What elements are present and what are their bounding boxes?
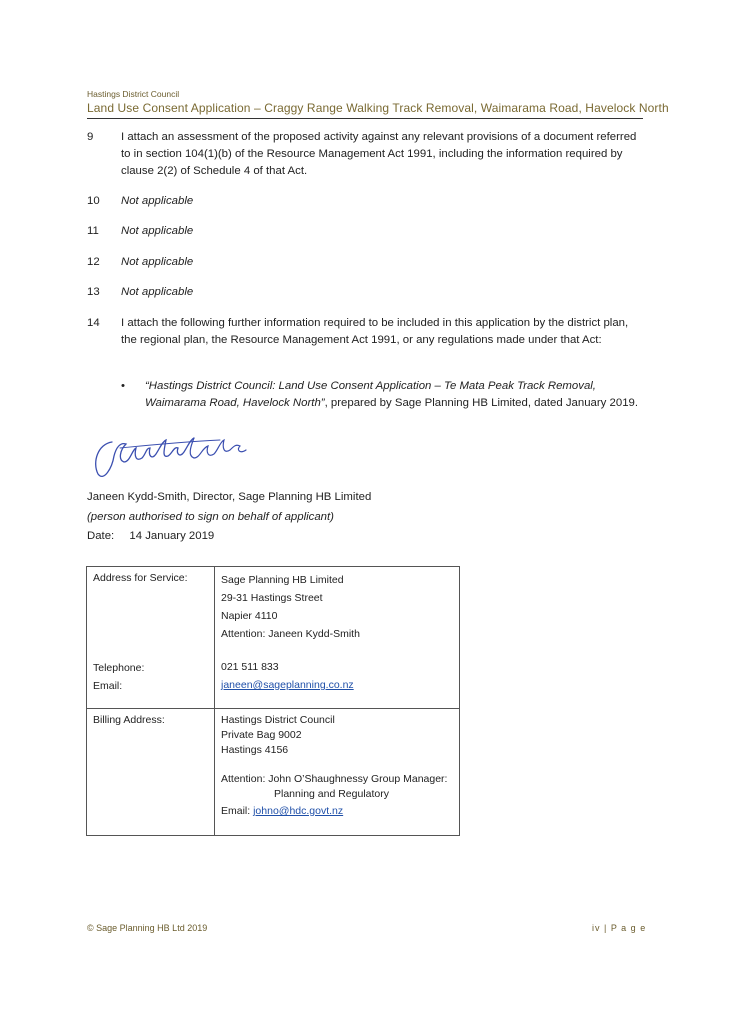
footer-copyright: © Sage Planning HB Ltd 2019 (87, 923, 208, 933)
date-value: 14 January 2019 (129, 530, 215, 542)
billing-attention: Attention: John O’Shaughnessy Group Manager: (221, 773, 448, 785)
list-item-9 (87, 129, 647, 180)
list-item-12 (87, 254, 647, 271)
billing-email (221, 804, 453, 819)
date-label: Date: (87, 530, 115, 542)
header-title: Land Use Consent Application – Craggy Range Walking Track Removal, Waimarama Road, Havelock North (87, 101, 669, 115)
signer-authority: (person authorised to sign on behalf of applicant) (87, 511, 334, 523)
bullet-item (121, 378, 651, 412)
email-label: Email: (93, 680, 123, 692)
signature-image (90, 428, 260, 482)
item-text: Not applicable (121, 286, 194, 298)
billing-line: Hastings District Council (221, 714, 335, 726)
telephone-value: 021 511 833 (221, 661, 279, 673)
footer-page-number: iv | P a g e (592, 923, 647, 933)
billing-address-label: Billing Address: (93, 714, 165, 726)
item-number: 11 (87, 225, 99, 237)
billing-email-label: Email: (221, 805, 254, 817)
service-address-table (86, 566, 460, 836)
list-item-13 (87, 284, 647, 301)
item-text: Not applicable (121, 195, 194, 207)
list-item-11 (87, 223, 647, 240)
item-number: 9 (87, 131, 94, 143)
telephone-label: Telephone: (93, 662, 145, 674)
list-item-10 (87, 193, 647, 210)
billing-attention-continued: Planning and Regulatory (274, 788, 389, 800)
address-for-service-label: Address for Service: (93, 572, 188, 584)
email-link[interactable]: janeen@sageplanning.co.nz (221, 679, 354, 691)
list-item-14 (87, 315, 647, 349)
item-text: Not applicable (121, 225, 194, 237)
header-rule (87, 118, 643, 119)
item-number: 12 (87, 256, 100, 268)
table-row (87, 709, 460, 836)
item-number: 10 (87, 195, 100, 207)
billing-line: Hastings 4156 (221, 744, 289, 756)
item-text: I attach an assessment of the proposed activity against any relevant provisions of a document referred to in section 104(1)(b) of the Resource Management Act 1991, including the information required by clause 2(2) of Schedule 4 of that Act. (121, 131, 637, 177)
table-row (87, 567, 460, 709)
address-line: Attention: Janeen Kydd-Smith (221, 628, 360, 640)
address-line: 29-31 Hastings Street (221, 592, 323, 604)
signer-name: Janeen Kydd-Smith, Director, Sage Planning HB Limited (87, 491, 372, 503)
address-line: Napier 4110 (221, 610, 278, 622)
item-number: 13 (87, 286, 100, 298)
address-line: Sage Planning HB Limited (221, 574, 344, 586)
billing-line: Private Bag 9002 (221, 729, 302, 741)
item-text: I attach the following further information required to be included in this application by the district plan, the regional plan, the Resource Management Act 1991, or any regulations made under that Act: (121, 317, 629, 346)
bullet-icon: • (121, 380, 125, 392)
billing-email-link[interactable]: johno@hdc.govt.nz (253, 805, 344, 817)
bullet-title: “Hastings District Council: Land Use Consent Application – Te Mata Peak Track Removal, Waimarama Road, Havelock North” (145, 380, 596, 409)
item-number: 14 (87, 317, 100, 329)
bullet-rest: , prepared by Sage Planning HB Limited, dated January 2019. (324, 397, 639, 409)
header-organisation: Hastings District Council (87, 89, 180, 99)
signature-date (87, 528, 214, 545)
item-text: Not applicable (121, 256, 194, 268)
